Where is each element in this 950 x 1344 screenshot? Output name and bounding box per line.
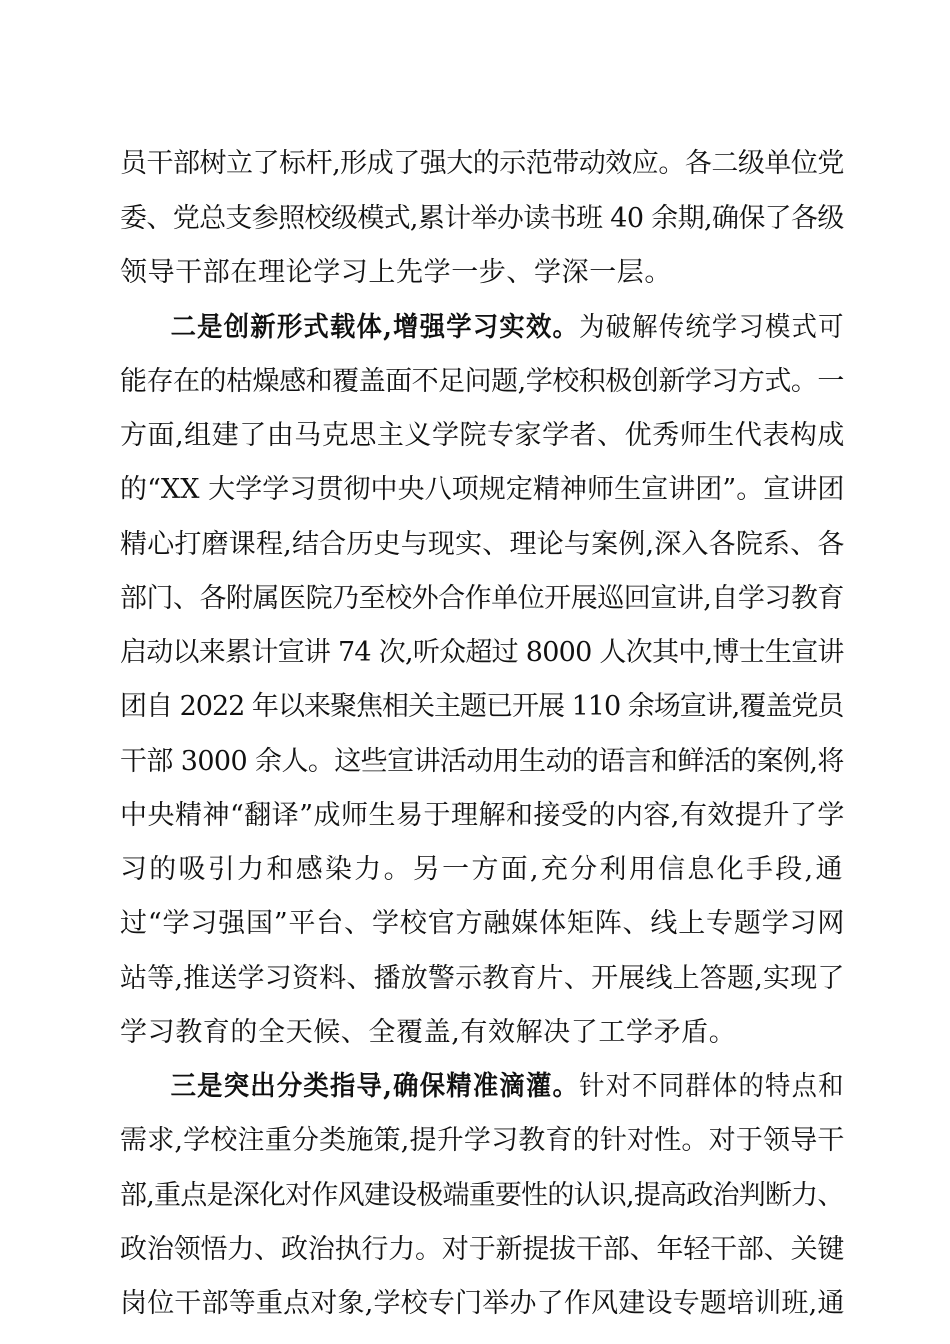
paragraph-first-line — [120, 1061, 845, 1113]
text-line: 的“XX 大学学习贯彻中央八项规定精神师生宣讲团”。宣讲团 — [120, 474, 845, 505]
text-line: 部门、各附属医院乃至校外合作单位开展巡回宣讲,自学习教育 — [120, 583, 844, 614]
text-line: 需求,学校注重分类施策,提升学习教育的针对性。对于领导干 — [120, 1125, 845, 1156]
text-line: 委、党总支参照校级模式,累计举办读书班 40 余期,确保了各级 — [120, 203, 844, 234]
text-line: 部,重点是深化对作风建设极端重要性的认识,提高政治判断力、 — [120, 1180, 844, 1211]
text-line: 能存在的枯燥感和覆盖面不足问题,学校积极创新学习方式。一 — [120, 366, 844, 397]
paragraph-first-line — [120, 302, 845, 354]
paragraph-lead-heading: 二是创新形式载体,增强学习实效。 — [170, 312, 580, 343]
text-line: 政治领悟力、政治执行力。对于新提拔干部、年轻干部、关键 — [120, 1234, 845, 1265]
text-line: 过“学习强国”平台、学校官方融媒体矩阵、线上专题学习网 — [120, 908, 846, 939]
text-line: 精心打磨课程,结合历史与现实、理论与案例,深入各院系、各 — [120, 529, 845, 560]
text-line: 团自 2022 年以来聚焦相关主题已开展 110 余场宣讲,覆盖党员 — [120, 691, 844, 722]
paragraph-lead-text: 为破解传统学习模式可 — [579, 312, 845, 343]
text-line: 启动以来累计宣讲 74 次,听众超过 8000 人次其中,博士生宣讲 — [120, 637, 844, 668]
text-line: 岗位干部等重点对象,学校专门举办了作风建设专题培训班,通 — [120, 1288, 845, 1319]
text-line: 干部 3000 余人。这些宣讲活动用生动的语言和鲜活的案例,将 — [120, 746, 844, 777]
text-line: 方面,组建了由马克思主义学院专家学者、优秀师生代表构成 — [120, 420, 845, 451]
text-line: 习的吸引力和感染力。另一方面,充分利用信息化手段,通 — [120, 854, 845, 885]
text-line: 中央精神“翻译”成师生易于理解和接受的内容,有效提升了学 — [120, 800, 845, 831]
text-line: 站等,推送学习资料、播放警示教育片、开展线上答题,实现了 — [120, 963, 845, 994]
text-line: 领导干部在理论学习上先学一步、学深一层。 — [120, 257, 672, 288]
paragraph-lead-heading: 三是突出分类指导,确保精准滴灌。 — [170, 1071, 580, 1102]
paragraph-lead-text: 针对不同群体的特点和 — [579, 1071, 845, 1102]
text-line: 学习教育的全天候、全覆盖,有效解决了工学矛盾。 — [120, 1017, 737, 1048]
text-line: 员干部树立了标杆,形成了强大的示范带动效应。各二级单位党 — [120, 148, 844, 179]
